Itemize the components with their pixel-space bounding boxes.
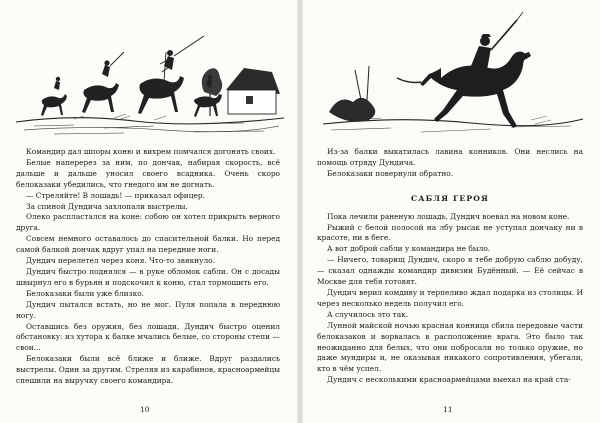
paragraph: Дундич перелетел через коня. Что-то звякнуло. xyxy=(26,256,215,266)
paragraph: Оставшись без оружия, без лошади, Дундич быстро оценил обстановку: из хутора к балке мчались белые, со стороны степи — свои... xyxy=(16,321,280,353)
paragraph: Белоказаки были уже близко. xyxy=(26,288,144,298)
paragraph: Командир дал шпоры коню и вихрем помчался догонять своих. xyxy=(26,147,276,156)
page-number-right: 11 xyxy=(443,405,453,414)
page-number-left: 10 xyxy=(140,405,150,414)
paragraph: Белоказаки были всё ближе и ближе. Вдруг раздались выстрелы. Один за другим. Стреляя из карабинов, красноармейцы спешили на выручку своего командира. xyxy=(16,354,280,386)
paragraph: Из-за балки выкатилась лавина конников. Они неслись на помощь отряду Дундича. xyxy=(317,147,583,167)
paragraph: — Стреляйте! В лошадь! — приказал офицер. xyxy=(26,190,205,200)
paragraph: — Ничего, товарищ Дундич, скоро я тебе добрую саблю добуду, — сказал однажды командир дивизии Будённый. — Её сейчас в Москве для тебя готовят. xyxy=(317,255,583,287)
paragraph: Дундич быстро поднялся — в руке обломок сабли. Он с досады швырнул его в бурьян и подскочил к коню, стал тормошить его. xyxy=(16,266,280,287)
paragraph: Дундич с несколькими красноармейцами выехал на край ста- xyxy=(327,375,571,385)
chapter-heading: САБЛЯ ГЕРОЯ xyxy=(410,193,490,203)
right-page xyxy=(303,0,600,423)
paragraph: Дундич верил комдиву и терпеливо ждал подарка из столицы. И через несколько недель получил его. xyxy=(317,287,583,308)
galloping-rider-drawing xyxy=(321,8,585,136)
paragraph: А вот доброй сабли у командира не было. xyxy=(327,244,491,254)
paragraph: Пока лечили раненую лошадь, Дундич воевал на новом коне. xyxy=(327,211,570,221)
paragraph: Лунной майской ночью красная конница сбила передовые части белоказаков и ворвалась в расположение врага. Это было так неожиданно для белых, что они побросали но только оружие, но даже мундиры и, не оказывая никакого сопротивления, убегали, кто в чём успел. xyxy=(317,320,583,374)
paragraph: Белоказаки повернули обратно. xyxy=(327,168,454,178)
cavalry-chase-drawing xyxy=(14,22,286,140)
galloping-rider-illustration xyxy=(321,8,585,136)
paragraph: За спиной Дундича захлопали выстрелы. xyxy=(26,201,188,211)
left-body-text xyxy=(16,147,280,387)
cavalry-chase-illustration xyxy=(14,22,286,140)
paragraph: Олеко распластался на коне: собою он хотел прикрыть верного друга. xyxy=(16,212,280,233)
paragraph: Совсем немного оставалось до спасительной балки. Но перед самой балкой дончак вдруг упал на передние ноги. xyxy=(16,234,280,255)
left-page xyxy=(0,0,297,423)
paragraph: Дундич пытался встать, но не мог. Пуля попала в переднюю ногу. xyxy=(16,299,280,320)
paragraph: Белые наперерез за ним, по дончак, набирая скорость, всё дальше и дальше уносил своего всадника. Очень скоро белоказаки убедились, что гнедого им не догнать. xyxy=(16,157,280,189)
right-body-text xyxy=(317,147,583,386)
paragraph: А случилось это так. xyxy=(327,309,409,319)
paragraph: Рыжий с белой полосой на лбу рысак не уступал дончаку ни в красоте, ни в беге. xyxy=(317,222,583,243)
